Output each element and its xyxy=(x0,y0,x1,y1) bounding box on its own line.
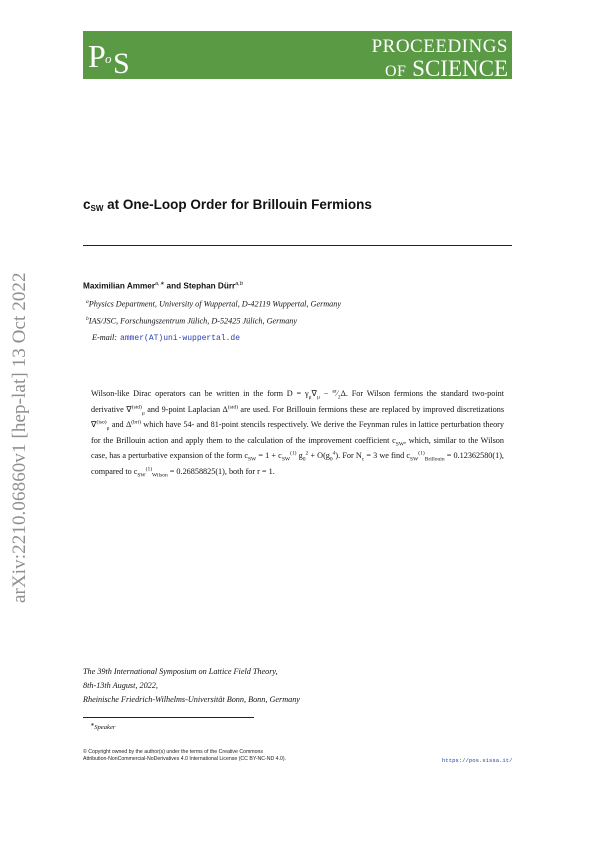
pos-logo xyxy=(87,36,139,76)
conference-info: The 39th International Symposium on Lattice Field Theory, 8th-13th August, 2022, Rheinische Friedrich-Wilhelms-Universität Bonn, Bonn, Germany xyxy=(83,667,300,704)
svg-text:o: o xyxy=(105,51,112,66)
email-link[interactable]: ammer(AT)uni-wuppertal.de xyxy=(120,334,241,343)
author-line: Maximilian Ammer$^{a,∗}$ and Stephan Dürr$^{a,b}$ xyxy=(83,281,243,291)
footnote-rule xyxy=(83,717,254,718)
svg-text:S: S xyxy=(113,47,130,76)
abstract: Wilson-like Dirac operators can be written in the form $D = \gamma_\mu\nabla_\mu$ − $^{ar}⁄_2\Delta$. For Wilson fermions the standard two-point derivative ∇$^{(std)}_\mu$ and 9-point Laplacian $\Delta^{(std)}$ are used. For Brillouin fermions these are replaced by improved discretizations ∇$^{(iso)}_\mu$ and $\Delta^{(bri)}$ which have 54- and 81-point stencils respectively. We derive the Feynman rules in lattice perturbation theory for the Brillouin action and apply them to the calculation of the improvement coefficient $c_{SW}$, which, similar to the Wilson case, has a perturbative expansion of the form $c_{SW} = 1 + c_{SW}^{(1)}$ $g_0^2 + O(g_0^4)$. For $N_c = 3$ we find $c_{SW}^{(1)}_{Brillouin} = 0.12362580(1)$, compared to $c_{SW}^{(1)}_{Wilson} = 0.26858825(1)$, both for r = 1. xyxy=(91,388,505,479)
affiliation-b: $^b$IAS/JSC, Forschungszentrum Jülich, D-52425 Jülich, Germany xyxy=(86,316,298,326)
of-text: OF xyxy=(384,63,407,80)
copyright-notice: © Copyright owned by the author(s) under the terms of the Creative Commons Attribution-NonCommercial-NoDerivatives 4.0 International License (CC BY-NC-ND 4.0). xyxy=(83,749,287,762)
author-1: Maximilian Ammer xyxy=(83,281,156,291)
affiliation-a: $^a$Physics Department, University of Wuppertal, D-42119 Wuppertal, Germany xyxy=(86,299,342,309)
proceedings-text: PROCEEDINGS xyxy=(371,36,508,57)
proceedings-of-science-wordmark xyxy=(340,37,508,80)
email-line: E-mail: ammer(AT)uni-wuppertal.de xyxy=(92,333,241,343)
author-2: Stephan Dürr xyxy=(183,281,236,291)
svg-text:P: P xyxy=(88,38,106,74)
arxiv-stamp: arXiv:2210.06860v1 [hep-lat] 13 Oct 2022 xyxy=(9,272,30,603)
footnote: ∗Speaker xyxy=(90,723,116,732)
pos-url-link[interactable]: https://pos.sissa.it/ xyxy=(442,757,513,764)
science-text: SCIENCE xyxy=(412,56,508,81)
paper-title: $c_{SW}$ at One-Loop Order for Brillouin Fermions xyxy=(83,197,372,213)
title-rule xyxy=(83,245,512,246)
